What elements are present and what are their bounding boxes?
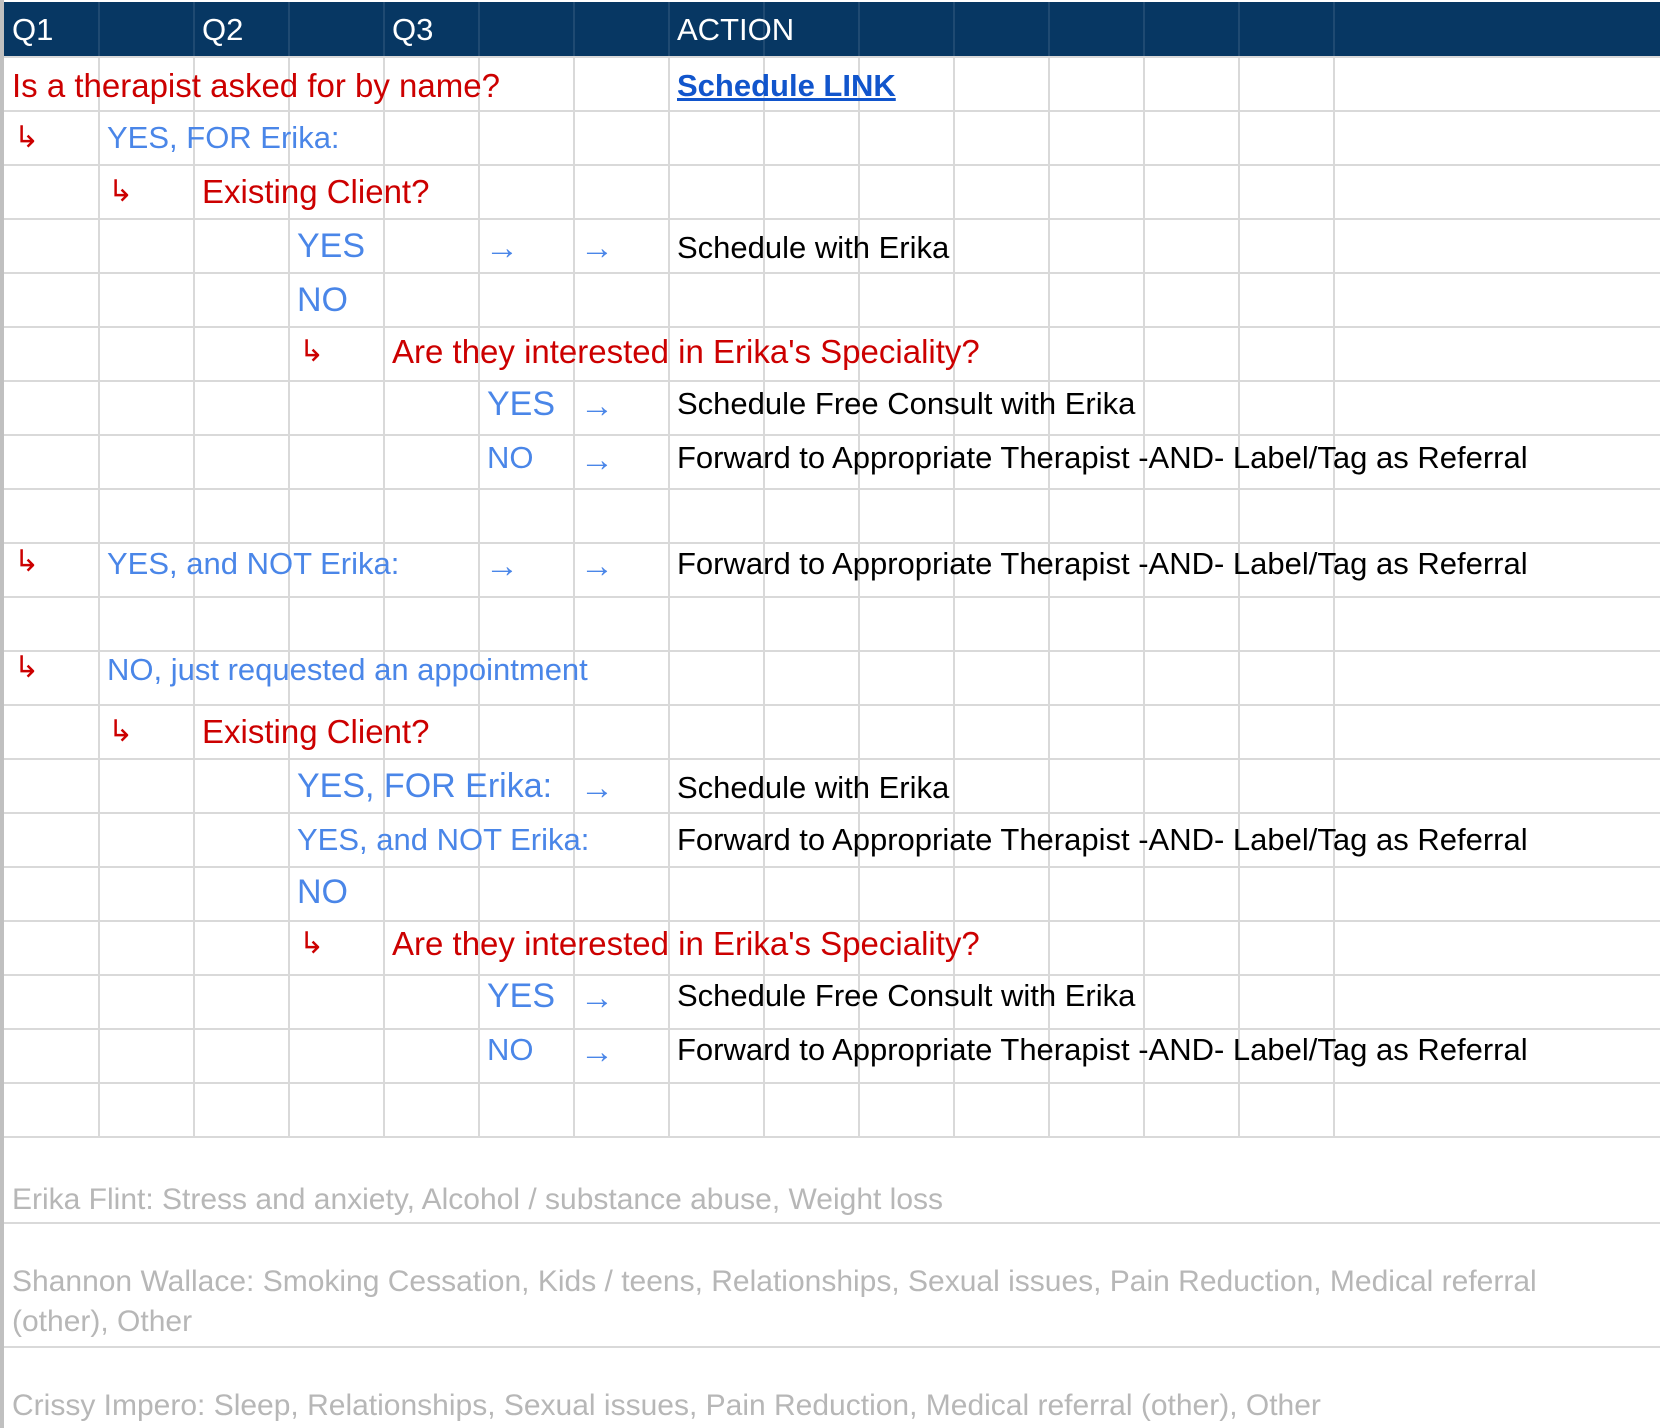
cell-action-forward-referral[interactable]: Forward to Appropriate Therapist -AND- Label/Tag as Referral [677, 822, 1528, 857]
right-arrow-icon: → [580, 441, 614, 479]
row-divider [4, 326, 1660, 328]
right-arrow-icon: → [580, 769, 614, 807]
note-erika-flint[interactable]: Erika Flint: Stress and anxiety, Alcohol / substance abuse, Weight loss [12, 1183, 944, 1216]
branch-arrow-icon: ↳ [14, 121, 40, 154]
cell-question-existing-client[interactable]: Existing Client? [202, 713, 430, 750]
cell-action-schedule-with-erika[interactable]: Schedule with Erika [677, 770, 950, 805]
header-column-divider [1143, 2, 1145, 56]
branch-arrow-icon: ↳ [108, 175, 134, 208]
header-column-divider [1048, 2, 1050, 56]
row-divider [4, 218, 1660, 220]
row-divider [4, 272, 1660, 274]
header-q2: Q2 [202, 12, 244, 47]
row-divider [4, 596, 1660, 598]
right-arrow-icon: → [485, 547, 519, 585]
header-column-divider [953, 2, 955, 56]
right-arrow-icon: → [580, 1033, 614, 1071]
row-divider [4, 704, 1660, 706]
cell-action-forward-referral[interactable]: Forward to Appropriate Therapist -AND- Label/Tag as Referral [677, 546, 1528, 581]
note-crissy-impero[interactable]: Crissy Impero: Sleep, Relationships, Sexual issues, Pain Reduction, Medical referral (other), Other [12, 1389, 1321, 1422]
header-action: ACTION [677, 12, 795, 47]
row-divider [4, 380, 1660, 382]
cell-option-yes-not-erika[interactable]: YES, and NOT Erika: [297, 822, 590, 857]
cell-question-existing-client[interactable]: Existing Client? [202, 173, 430, 210]
right-arrow-icon: → [580, 547, 614, 585]
cell-answer-yes[interactable]: YES [487, 977, 556, 1015]
branch-arrow-icon: ↳ [108, 715, 134, 748]
schedule-link[interactable]: Schedule LINK [677, 68, 896, 103]
header-row [4, 2, 1660, 56]
cell-action-free-consult[interactable]: Schedule Free Consult with Erika [677, 978, 1136, 1013]
row-divider [4, 920, 1660, 922]
cell-answer-no[interactable]: NO [487, 440, 534, 475]
cell-option-yes-for-erika[interactable]: YES, FOR Erika: [107, 120, 340, 155]
note-shannon-wallace[interactable]: Shannon Wallace: Smoking Cessation, Kids / teens, Relationships, Sexual issues, Pain Reduction, Medical referral (other), Other [12, 1265, 1537, 1338]
row-divider [4, 488, 1660, 490]
cell-answer-no[interactable]: NO [297, 281, 348, 319]
cell-option-requested-appointment[interactable]: NO, just requested an appointment [107, 652, 588, 687]
cell-question-erika-speciality[interactable]: Are they interested in Erika's Speciality? [392, 333, 980, 370]
cell-action-schedule-with-erika[interactable]: Schedule with Erika [677, 230, 950, 265]
cell-answer-no[interactable]: NO [487, 1032, 534, 1067]
row-divider [4, 1346, 1660, 1348]
header-column-divider [858, 2, 860, 56]
right-arrow-icon: → [580, 979, 614, 1017]
cell-action-free-consult[interactable]: Schedule Free Consult with Erika [677, 386, 1136, 421]
header-column-divider [1238, 2, 1240, 56]
cell-answer-yes[interactable]: YES [297, 227, 366, 265]
row-divider [4, 866, 1660, 868]
header-q3: Q3 [392, 12, 434, 47]
cell-action-forward-referral[interactable]: Forward to Appropriate Therapist -AND- Label/Tag as Referral [677, 1032, 1528, 1067]
cell-answer-no[interactable]: NO [297, 873, 348, 911]
sheet-left-edge [0, 0, 4, 1428]
cell-answer-yes[interactable]: YES [487, 385, 556, 423]
row-divider [4, 1222, 1660, 1224]
right-arrow-icon: → [485, 229, 519, 267]
header-column-divider [193, 2, 195, 56]
branch-arrow-icon: ↳ [14, 545, 40, 578]
row-divider [4, 164, 1660, 166]
row-divider [4, 110, 1660, 112]
cell-question-therapist-by-name[interactable]: Is a therapist asked for by name? [12, 67, 500, 104]
row-divider [4, 1136, 1660, 1138]
header-q1: Q1 [12, 12, 54, 47]
right-arrow-icon: → [580, 387, 614, 425]
right-arrow-icon: → [580, 229, 614, 267]
header-column-divider [668, 2, 670, 56]
row-divider [4, 1082, 1660, 1084]
cell-option-yes-not-erika[interactable]: YES, and NOT Erika: [107, 546, 400, 581]
row-divider [4, 758, 1660, 760]
header-column-divider [98, 2, 100, 56]
header-column-divider [288, 2, 290, 56]
row-divider [4, 434, 1660, 436]
row-divider [4, 56, 1660, 58]
header-column-divider [573, 2, 575, 56]
header-column-divider [478, 2, 480, 56]
branch-arrow-icon: ↳ [299, 927, 325, 960]
branch-arrow-icon: ↳ [299, 335, 325, 368]
cell-question-erika-speciality[interactable]: Are they interested in Erika's Speciality? [392, 925, 980, 962]
header-column-divider [383, 2, 385, 56]
row-divider [4, 812, 1660, 814]
header-column-divider [1333, 2, 1335, 56]
cell-action-forward-referral[interactable]: Forward to Appropriate Therapist -AND- Label/Tag as Referral [677, 440, 1528, 475]
branch-arrow-icon: ↳ [14, 651, 40, 684]
cell-option-yes-for-erika[interactable]: YES, FOR Erika: [297, 767, 553, 805]
